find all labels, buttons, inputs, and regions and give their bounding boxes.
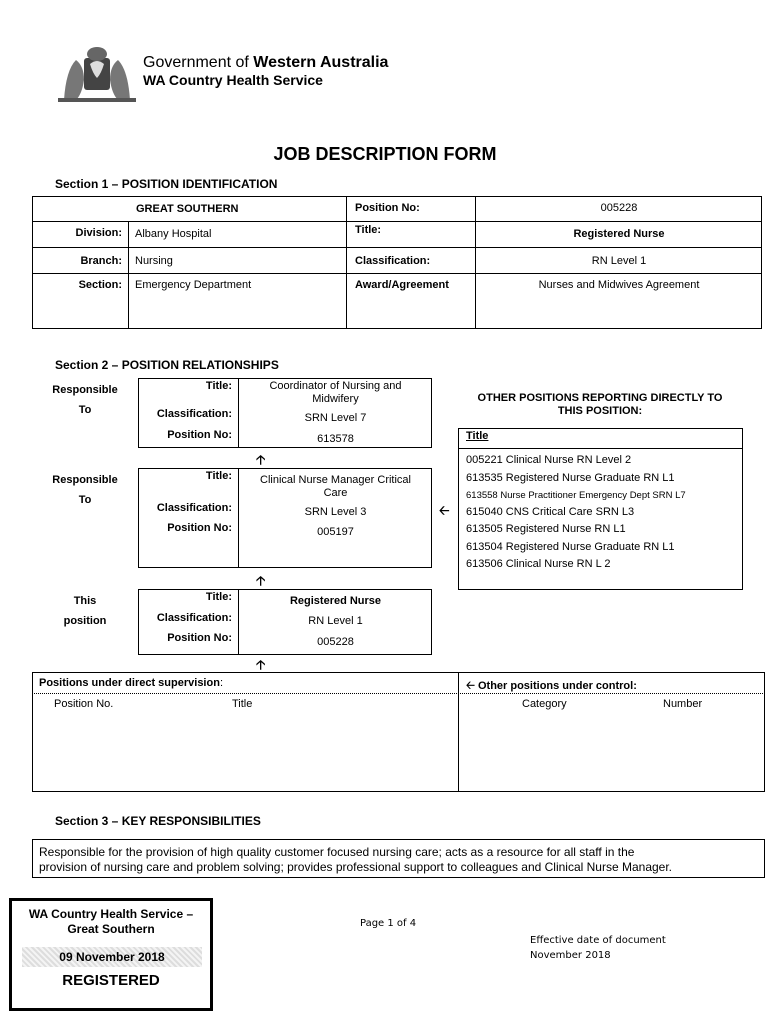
title-column: Title xyxy=(232,698,253,710)
box2-position-no-value: 005197 xyxy=(317,526,354,538)
box3-classification-label: Classification: xyxy=(156,612,232,624)
to-label-1: To xyxy=(78,404,92,416)
left-arrow-icon: 🡠 xyxy=(439,503,450,518)
up-arrow-icon: 🡡 xyxy=(256,573,266,588)
effective-date-label: Effective date of document xyxy=(530,935,666,946)
branch-value: Nursing xyxy=(135,255,173,267)
number-column: Number xyxy=(663,698,703,710)
box3-title-value: Registered Nurse xyxy=(289,595,382,607)
section3-heading: Section 3 – KEY RESPONSIBILITIES xyxy=(55,814,261,828)
position-no-label: Position No: xyxy=(355,202,420,214)
up-arrow-icon: 🡡 xyxy=(256,657,266,672)
award-label: Award/Agreement xyxy=(355,279,449,291)
classification-label: Classification: xyxy=(355,255,431,267)
stamp-org: WA Country Health Service – Great Southern xyxy=(28,907,194,936)
box1-title-value: Coordinator of Nursing and Midwifery xyxy=(269,380,402,405)
responsible-label-1: Responsible xyxy=(52,384,118,396)
box1-classification-label: Classification: xyxy=(156,408,232,420)
stamp-date: 09 November 2018 xyxy=(22,947,202,967)
other-control-heading: 🡠 Other positions under control: xyxy=(466,680,637,692)
box2-title-label: Title: xyxy=(205,470,232,482)
up-arrow-icon: 🡡 xyxy=(256,452,266,467)
wa-crest-logo xyxy=(54,42,140,104)
other-position-item: 613535 Registered Nurse Graduate RN L1 xyxy=(466,472,675,484)
region-name: GREAT SOUTHERN xyxy=(136,203,239,215)
other-position-item: 613558 Nurse Practitioner Emergency Dept SRN L7 xyxy=(466,490,686,501)
responsible-label-2: Responsible xyxy=(52,474,118,486)
award-value: Nurses and Midwives Agreement xyxy=(538,279,700,291)
under-supervision-heading: Positions under direct supervision: xyxy=(39,677,223,689)
title-value: Registered Nurse xyxy=(573,228,665,240)
section1-heading: Section 1 – POSITION IDENTIFICATION xyxy=(55,177,278,191)
this-label: This xyxy=(73,595,97,607)
other-position-item: 613504 Registered Nurse Graduate RN L1 xyxy=(466,541,675,553)
other-position-item: 613506 Clinical Nurse RN L 2 xyxy=(466,558,611,570)
box3-title-label: Title: xyxy=(205,591,232,603)
category-column: Category xyxy=(522,698,567,710)
section-label: Section: xyxy=(78,279,122,291)
other-position-item: 613505 Registered Nurse RN L1 xyxy=(466,523,626,535)
section-value: Emergency Department xyxy=(135,279,252,291)
form-title: JOB DESCRIPTION FORM xyxy=(273,144,497,164)
position-no-column: Position No. xyxy=(54,698,114,710)
other-positions-heading: OTHER POSITIONS REPORTING DIRECTLY TO THIS POSITION: xyxy=(477,392,723,417)
division-label: Division: xyxy=(75,227,122,239)
org-line1: Government of Western Australia xyxy=(143,54,389,71)
section2-heading: Section 2 – POSITION RELATIONSHIPS xyxy=(55,358,279,372)
page-number: Page 1 of 4 xyxy=(360,918,417,929)
org-line2: WA Country Health Service xyxy=(143,72,323,88)
other-position-item: 005221 Clinical Nurse RN Level 2 xyxy=(466,454,632,466)
other-positions-title-header: Title xyxy=(466,430,489,442)
title-label: Title: xyxy=(355,224,382,236)
box3-classification-value: RN Level 1 xyxy=(308,615,363,627)
box2-classification-value: SRN Level 3 xyxy=(304,506,367,518)
effective-date-value: November 2018 xyxy=(530,950,611,961)
left-arrow-icon: 🡠 xyxy=(466,680,478,692)
box2-title-value: Clinical Nurse Manager Critical Care xyxy=(260,474,411,499)
box3-position-no-value: 005228 xyxy=(317,636,354,648)
position-no-value: 005228 xyxy=(600,202,638,214)
position-label: position xyxy=(63,615,107,627)
classification-value: RN Level 1 xyxy=(591,255,647,267)
box1-position-no-label: Position No: xyxy=(167,429,232,441)
stamp-status: REGISTERED xyxy=(62,972,160,989)
to-label-2: To xyxy=(78,494,92,506)
box2-position-no-label: Position No: xyxy=(167,522,232,534)
key-responsibilities-text: Responsible for the provision of high quality customer focused nursing care; acts as a resource for all staff in the provision of nursing care and problem solving; provides professional support to colleagues and Clinical Nurse Manager. xyxy=(39,845,673,874)
box2-classification-label: Classification: xyxy=(156,502,232,514)
other-position-item: 615040 CNS Critical Care SRN L3 xyxy=(466,506,635,518)
box1-position-no-value: 613578 xyxy=(317,433,354,445)
division-value: Albany Hospital xyxy=(135,228,212,240)
supervision-table xyxy=(32,672,765,792)
box3-position-no-label: Position No: xyxy=(167,632,232,644)
box1-title-label: Title: xyxy=(205,380,232,392)
branch-label: Branch: xyxy=(80,255,122,267)
box1-classification-value: SRN Level 7 xyxy=(304,412,367,424)
